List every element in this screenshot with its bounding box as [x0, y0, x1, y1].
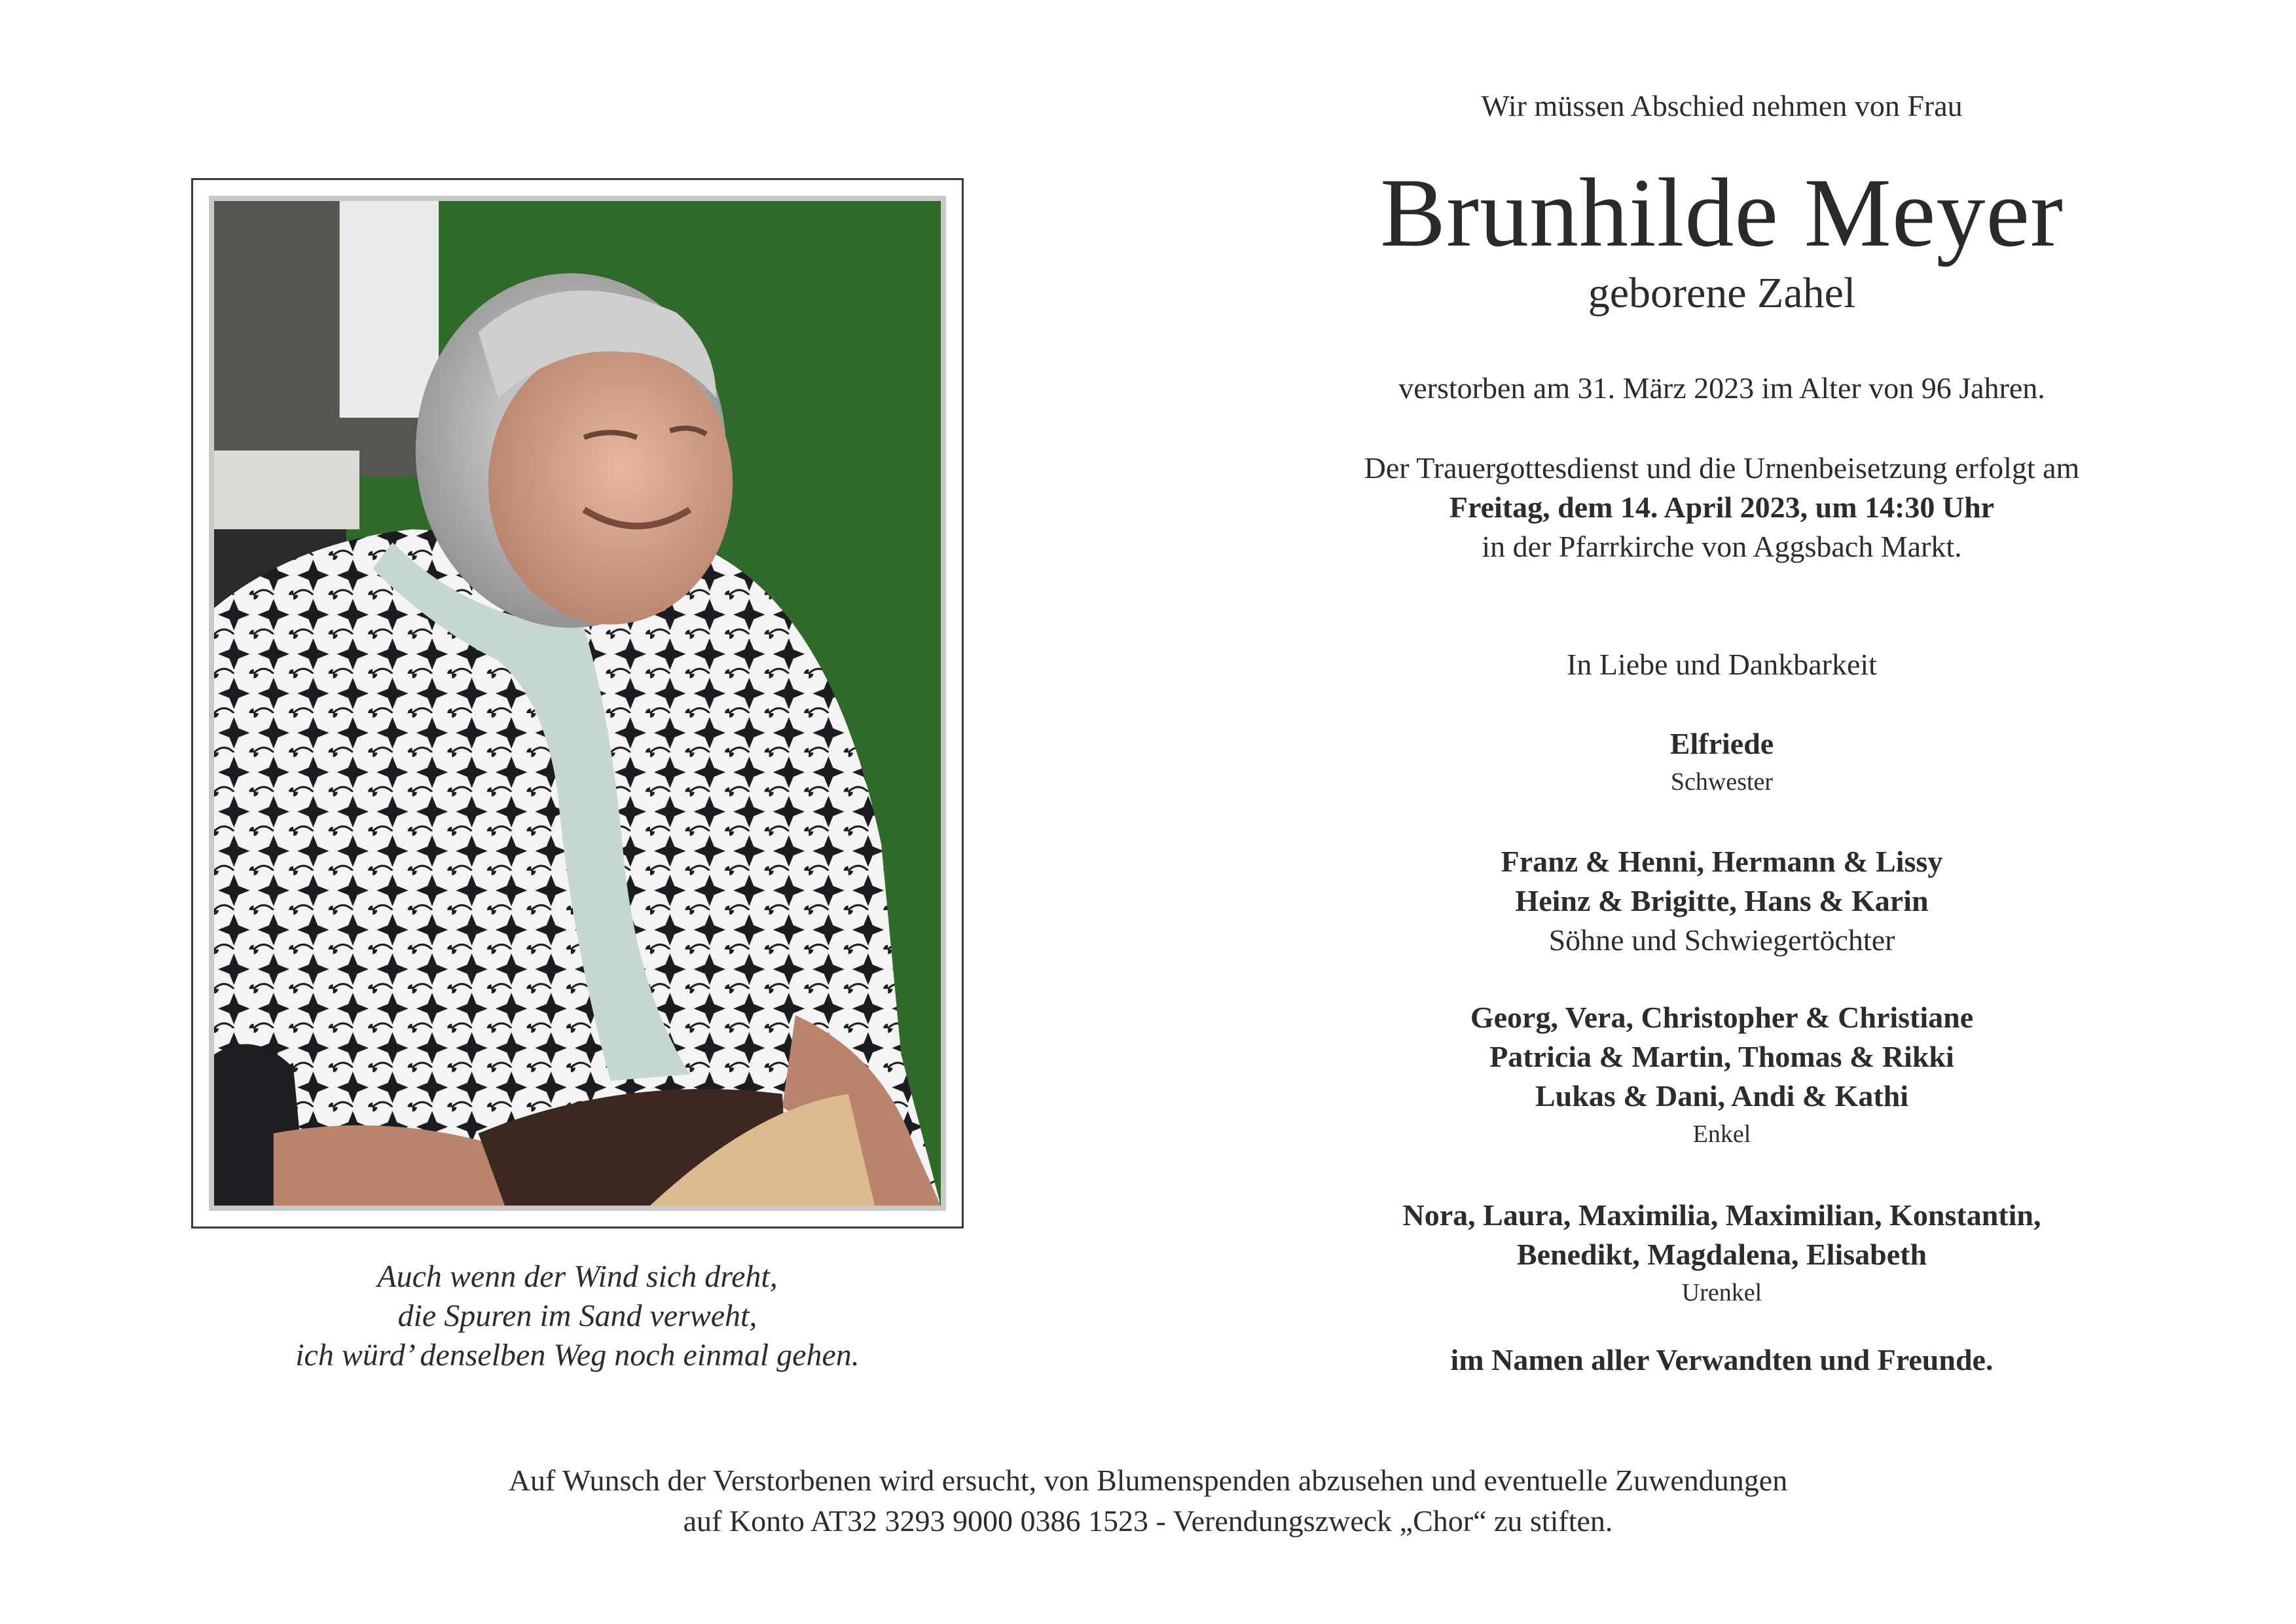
service-date: Freitag, dem 14. April 2023, um 14:30 Uhr — [1449, 490, 1995, 524]
mourner-role: Söhne und Schwiegertöchter — [1548, 923, 1895, 957]
mourner-group-sons — [1231, 842, 2213, 960]
deceased-name: Brunhilde Meyer — [1380, 158, 2064, 267]
portrait-illustration — [214, 201, 941, 1206]
poem-line: die Spuren im Sand verweht, — [397, 1299, 757, 1333]
portrait-photo — [209, 196, 946, 1211]
mourner-names: Lukas & Dani, Andi & Kathi — [1535, 1079, 1909, 1113]
mourner-group-great-grandchildren — [1231, 1196, 2213, 1311]
poem — [191, 1257, 964, 1375]
mourner-names: Patricia & Martin, Thomas & Rikki — [1489, 1040, 1954, 1073]
mourner-names: Franz & Henni, Hermann & Lissy — [1501, 845, 1943, 878]
service-location: in der Pfarrkirche von Aggsbach Markt. — [1482, 530, 1962, 563]
donation-line: auf Konto AT32 3293 9000 0386 1523 - Verendungszweck „Chor“ zu stiften. — [683, 1504, 1613, 1538]
mourner-role: Enkel — [1692, 1120, 1751, 1148]
love-line: In Liebe und Dankbarkeit — [1567, 648, 1877, 681]
closing-line: im Namen aller Verwandten und Freunde. — [1450, 1343, 1994, 1376]
service-line: Der Trauergottesdienst und die Urnenbeisetzung erfolgt am — [1364, 451, 2080, 485]
mourner-names: Heinz & Brigitte, Hans & Karin — [1515, 884, 1929, 917]
mourner-names: Nora, Laura, Maximilia, Maximilian, Konstantin, — [1402, 1198, 2041, 1232]
mourner-names: Elfriede — [1669, 727, 1774, 760]
portrait-frame — [191, 178, 964, 1228]
donation-note — [0, 1460, 2296, 1541]
poem-line: ich würd’ denselben Weg noch einmal gehen. — [295, 1338, 860, 1373]
mourner-group-sister — [1231, 724, 2213, 800]
poem-line: Auch wenn der Wind sich dreht, — [377, 1259, 778, 1294]
mourner-names: Georg, Vera, Christopher & Christiane — [1470, 1001, 1974, 1034]
donation-line: Auf Wunsch der Verstorbenen wird ersucht, von Blumenspenden abzusehen und eventuelle Zuwendungen — [508, 1464, 1788, 1497]
mourner-role: Urenkel — [1681, 1279, 1762, 1306]
mourner-role: Schwester — [1670, 768, 1774, 796]
death-notice: verstorben am 31. März 2023 im Alter von 96 Jahren. — [1398, 371, 2045, 405]
mourner-names: Benedikt, Magdalena, Elisabeth — [1516, 1238, 1927, 1271]
intro-text: Wir müssen Abschied nehmen von Frau — [1481, 89, 1963, 122]
mourner-group-grandchildren — [1231, 998, 2213, 1153]
maiden-name: geborene Zahel — [1588, 269, 1856, 317]
